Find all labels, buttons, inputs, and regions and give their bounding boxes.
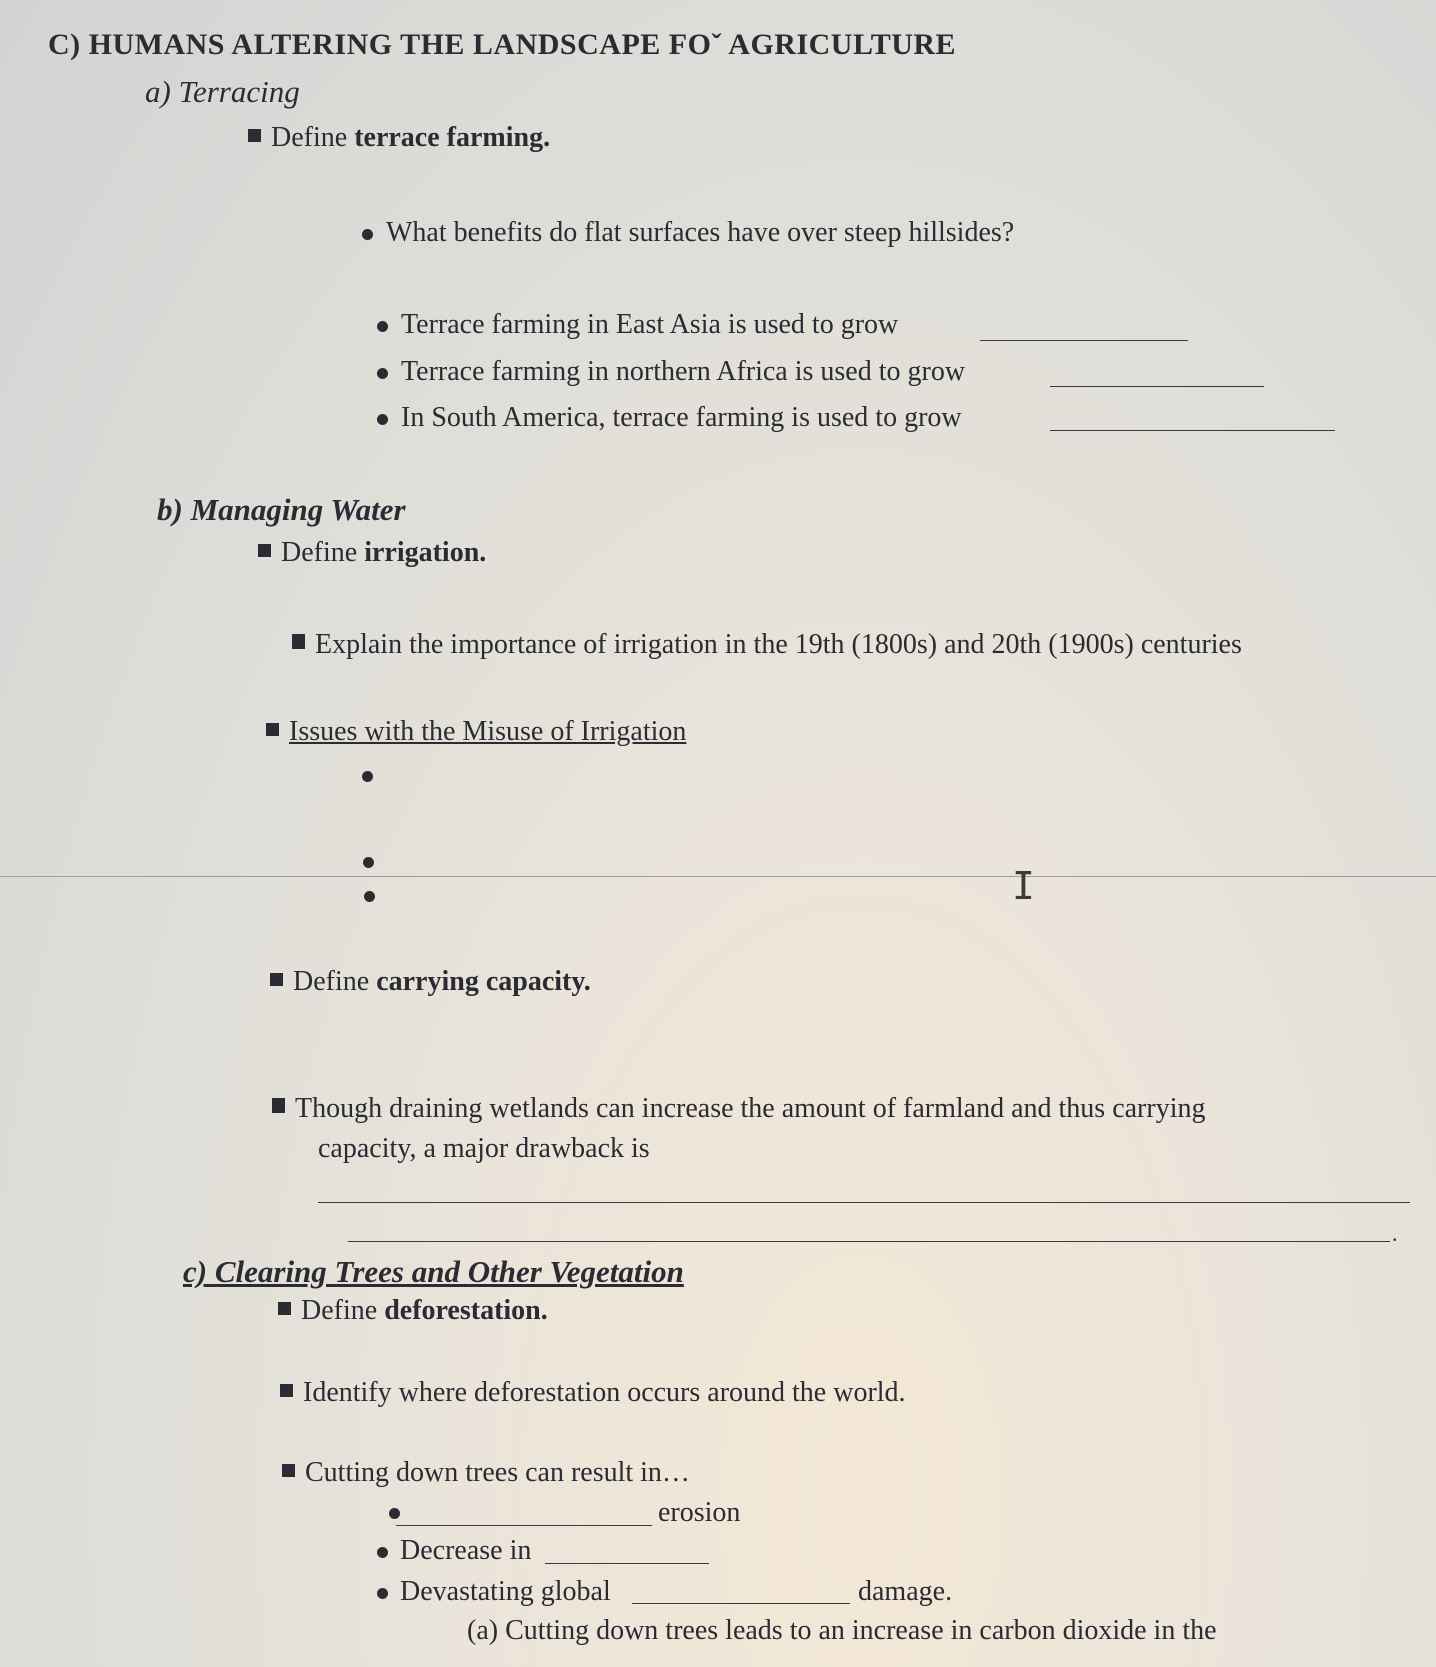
answer-blank-decrease[interactable] bbox=[545, 1563, 709, 1564]
answer-blank-south-america[interactable] bbox=[1050, 430, 1335, 431]
text-cursor-icon: I bbox=[1012, 864, 1035, 908]
south-america-prompt: In South America, terrace farming is used to grow bbox=[401, 402, 962, 433]
bullet-icon bbox=[377, 321, 388, 332]
bullet-icon bbox=[377, 368, 388, 379]
answer-blank-wetlands-2[interactable] bbox=[348, 1241, 1390, 1242]
answer-blank-east-asia[interactable] bbox=[980, 340, 1188, 341]
square-bullet-icon bbox=[272, 1098, 285, 1113]
wetlands-question-line1: Though draining wetlands can increase the amount of farmland and thus carrying bbox=[272, 1093, 1205, 1125]
decrease-in-label: Decrease in bbox=[400, 1535, 532, 1566]
bullet-icon bbox=[362, 771, 373, 782]
square-bullet-icon bbox=[278, 1302, 291, 1315]
wetlands-question-line2: capacity, a major drawback is bbox=[318, 1133, 650, 1164]
period: . bbox=[1392, 1221, 1398, 1246]
bullet-icon bbox=[364, 891, 375, 902]
define-carrying-capacity: Define carrying capacity. bbox=[270, 966, 591, 998]
section-heading-managing-water: b) Managing Water bbox=[157, 492, 406, 527]
answer-blank-erosion[interactable] bbox=[396, 1525, 652, 1526]
define-deforestation: Define deforestation. bbox=[278, 1295, 548, 1327]
devastating-global-label: Devastating global bbox=[400, 1576, 611, 1607]
define-terrace-farming: Define terrace farming. bbox=[248, 122, 550, 154]
bullet-icon bbox=[377, 1547, 388, 1558]
bullet-icon bbox=[363, 857, 374, 868]
square-bullet-icon bbox=[248, 129, 261, 142]
page-title: C) HUMANS ALTERING THE LANDSCAPE FOˇ AGRICULTURE bbox=[48, 28, 957, 61]
east-asia-prompt: Terrace farming in East Asia is used to grow bbox=[401, 309, 899, 340]
bullet-icon bbox=[389, 1508, 400, 1519]
square-bullet-icon bbox=[270, 973, 283, 986]
carbon-dioxide-note: (a) Cutting down trees leads to an increase in carbon dioxide in the bbox=[467, 1615, 1217, 1646]
damage-label: damage. bbox=[858, 1576, 953, 1607]
define-irrigation: Define irrigation. bbox=[258, 537, 486, 569]
explain-irrigation: Explain the importance of irrigation in the 19th (1800s) and 20th (1900s) centuries bbox=[292, 629, 1242, 661]
square-bullet-icon bbox=[282, 1464, 295, 1477]
section-heading-clearing-trees: c) Clearing Trees and Other Vegetation bbox=[183, 1254, 684, 1289]
answer-blank-wetlands-1[interactable] bbox=[318, 1202, 1410, 1203]
square-bullet-icon bbox=[266, 723, 279, 736]
erosion-label: erosion bbox=[658, 1497, 741, 1528]
section-heading-terracing: a) Terracing bbox=[145, 74, 300, 109]
page-divider bbox=[0, 876, 1436, 877]
answer-blank-global-damage[interactable] bbox=[632, 1603, 850, 1604]
square-bullet-icon bbox=[292, 634, 305, 649]
question-benefits: What benefits do flat surfaces have over steep hillsides? bbox=[386, 217, 1015, 248]
identify-deforestation: Identify where deforestation occurs around the world. bbox=[280, 1377, 906, 1409]
answer-blank-north-africa[interactable] bbox=[1050, 386, 1264, 387]
square-bullet-icon bbox=[280, 1384, 293, 1397]
north-africa-prompt: Terrace farming in northern Africa is used to grow bbox=[401, 356, 966, 387]
bullet-icon bbox=[377, 414, 388, 425]
bullet-icon bbox=[377, 1588, 388, 1599]
bullet-icon bbox=[362, 229, 373, 240]
square-bullet-icon bbox=[258, 544, 271, 557]
cutting-trees-results: Cutting down trees can result in… bbox=[282, 1457, 690, 1489]
issues-misuse-irrigation: Issues with the Misuse of Irrigation bbox=[266, 716, 686, 748]
